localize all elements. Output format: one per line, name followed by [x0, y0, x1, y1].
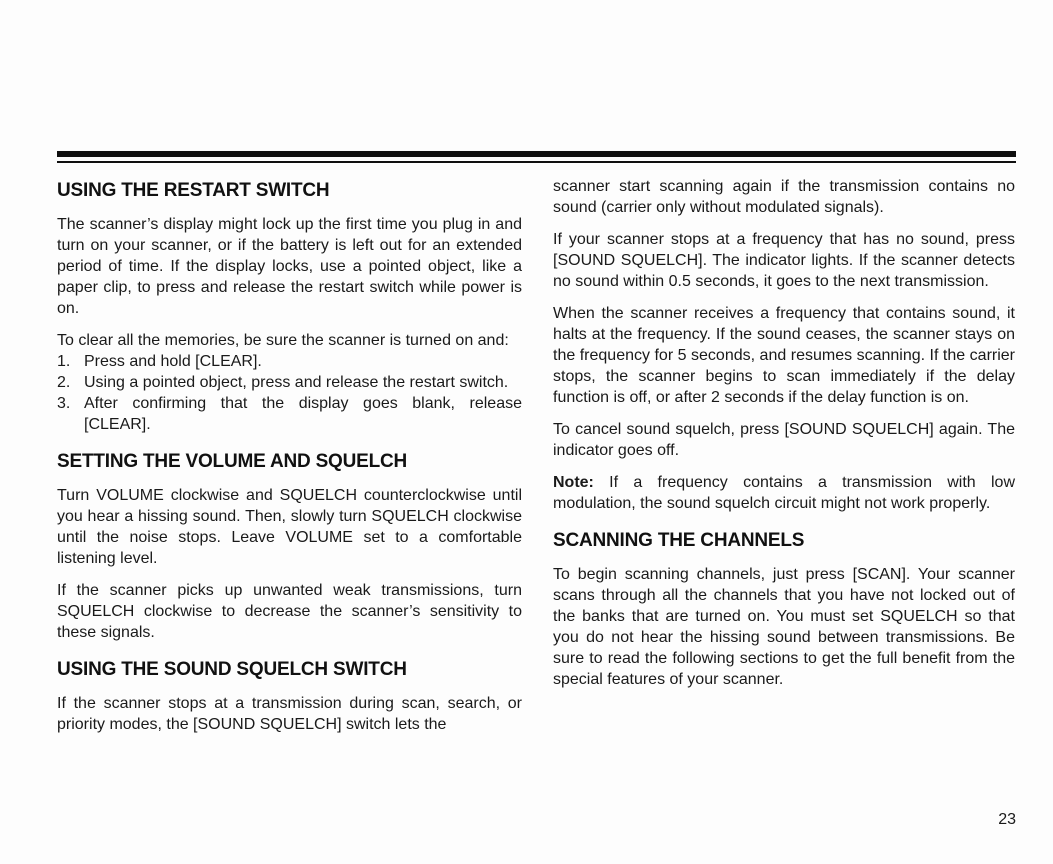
list-item-step-3: After confirming that the display goes blank, release [CLEAR].: [84, 395, 522, 433]
note-text: If a frequency contains a transmission with low modulation, the sound squelch circuit might not work properly.: [553, 474, 1015, 512]
paragraph-receives-frequency: When the scanner receives a frequency that contains sound, it halts at the frequency. If the sound ceases, the scanner stays on the frequency for 5 seconds, and resumes scanning. If the carrier stops, the scanner begins to scan immediately if the delay function is off, or after 2 seconds if the delay function is on.: [553, 305, 1015, 406]
list-item-step-1: Press and hold [CLEAR].: [84, 353, 262, 370]
paragraph-volume-squelch-2: If the scanner picks up unwanted weak transmissions, turn SQUELCH clockwise to decrease the scanner’s sensitivity to these signals.: [57, 582, 522, 641]
paragraph-scanning-channels: To begin scanning channels, just press [SCAN]. Your scanner scans through all the channels that you have not locked out of the banks that are turned on. You must set SQUELCH so that you do not hear the hissing sound between transmissions. Be sure to read the following sections to get the full benefit from the special features of your scanner.: [553, 566, 1015, 688]
restart-steps-list: [57, 351, 522, 435]
paragraph-volume-squelch-1: Turn VOLUME clockwise and SQUELCH counterclockwise until you hear a hissing sound. Then, slowly turn SQUELCH clockwise until the noise stops. Leave VOLUME set to a comfortable listening level.: [57, 487, 522, 567]
paragraph-clear-memories-lead: To clear all the memories, be sure the scanner is turned on and:: [57, 332, 509, 349]
paragraph-sound-squelch-continued: scanner start scanning again if the transmission contains no sound (carrier only without modulated signals).: [553, 178, 1015, 216]
paragraph-note: [553, 472, 1015, 514]
paragraph-no-sound-frequency: If your scanner stops at a frequency that has no sound, press [SOUND SQUELCH]. The indicator lights. If the scanner detects no sound within 0.5 seconds, it goes to the next transmission.: [553, 231, 1015, 290]
left-column: [57, 176, 522, 746]
section-heading-scanning-channels: SCANNING THE CHANNELS: [553, 530, 805, 551]
header-double-rule: [57, 151, 1016, 163]
paragraph-sound-squelch-intro: If the scanner stops at a transmission during scan, search, or priority modes, the [SOUND SQUELCH] switch lets the: [57, 695, 522, 733]
page-number: 23: [998, 811, 1016, 828]
section-heading-using-sound-squelch-switch: USING THE SOUND SQUELCH SWITCH: [57, 659, 407, 680]
paragraph-cancel-sound-squelch: To cancel sound squelch, press [SOUND SQUELCH] again. The indicator goes off.: [553, 421, 1015, 459]
paragraph-restart-intro: The scanner’s display might lock up the first time you plug in and turn on your scanner, or if the battery is left out for an extended period of time. If the display locks, use a pointed object, like a paper clip, to press and release the restart switch while power is on.: [57, 216, 522, 317]
section-heading-using-restart-switch: USING THE RESTART SWITCH: [57, 180, 330, 201]
right-column: [553, 176, 1015, 701]
section-heading-setting-volume-squelch: SETTING THE VOLUME AND SQUELCH: [57, 451, 408, 472]
list-item-step-2: Using a pointed object, press and release the restart switch.: [84, 374, 509, 391]
note-label: Note:: [553, 474, 594, 491]
